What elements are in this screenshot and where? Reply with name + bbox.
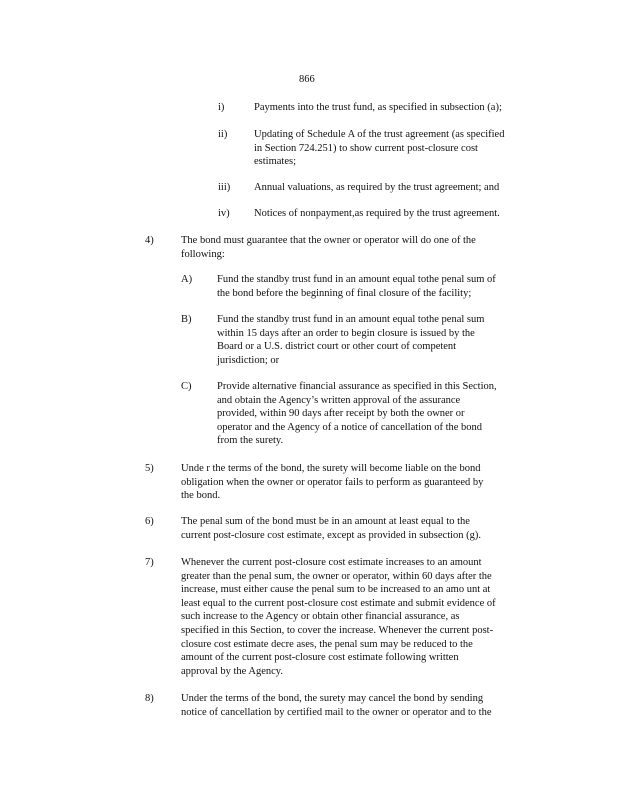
text-line: provided, within 90 days after receipt by both the owner or xyxy=(217,408,465,420)
text-line: Payments into the trust fund, as specified in subsection (a); xyxy=(254,102,502,113)
text-line: The bond must guarantee that the owner or operator will do one of the xyxy=(181,235,476,246)
item-label: 4) xyxy=(145,235,154,246)
text-line: from the surety. xyxy=(217,435,284,447)
text-line: current post-closure cost estimate, except as provided in subsection (g). xyxy=(181,529,482,541)
text-line: and obtain the Agency’s written approval of the assurance xyxy=(217,394,461,406)
text-line: Board or a U.S. district court or other court of competent xyxy=(217,341,457,353)
subitem-text xyxy=(254,101,536,115)
option-text xyxy=(217,380,537,448)
text-line: Notices of nonpayment,as required by the trust agreement. xyxy=(254,208,500,219)
text-line: least equal to the current post-closure cost estimate and submit evidence of xyxy=(181,597,496,609)
item-text xyxy=(181,234,537,261)
text-line: following: xyxy=(181,248,225,260)
item-text xyxy=(181,556,537,678)
item-text xyxy=(181,515,537,542)
item-label: 7) xyxy=(145,557,154,568)
subitem-label: iii) xyxy=(218,182,231,193)
item-label: 6) xyxy=(145,516,154,527)
option-label: B) xyxy=(181,314,192,325)
item-text xyxy=(181,462,537,503)
text-line: Under the terms of the bond, the surety may cancel the bond by sending xyxy=(181,693,484,704)
option-text xyxy=(217,313,537,367)
text-line: Fund the standby trust fund in an amount equal tothe penal sum of xyxy=(217,274,496,285)
text-line: the bond before the beginning of final closure of the facility; xyxy=(217,287,472,299)
subitem-text xyxy=(254,207,536,221)
text-line: increase, must either cause the penal sum to be increased to an amo unt at xyxy=(181,584,491,596)
text-line: Unde r the terms of the bond, the surety will become liable on the bond xyxy=(181,463,481,474)
page-number: 866 xyxy=(299,74,315,85)
text-line: The penal sum of the bond must be in an amount at least equal to the xyxy=(181,516,470,527)
item-text xyxy=(181,692,537,719)
subitem-text xyxy=(254,181,536,195)
subitem-label: i) xyxy=(218,102,225,113)
subitem-label: ii) xyxy=(218,129,228,140)
text-line: Fund the standby trust fund in an amount equal tothe penal sum xyxy=(217,314,485,325)
text-line: such increase to the Agency or obtain other financial assurance, as xyxy=(181,611,460,623)
text-line: obligation when the owner or operator fails to perform as guaranteed by xyxy=(181,476,484,488)
text-line: Updating of Schedule A of the trust agreement (as specified xyxy=(254,129,505,140)
text-line: closure cost estimate decre ases, the penal sum may be reduced to the xyxy=(181,638,473,650)
text-line: the bond. xyxy=(181,490,221,502)
text-line: Annual valuations, as required by the trust agreement; and xyxy=(254,182,500,193)
text-line: amount of the current post-closure cost estimate following written xyxy=(181,652,459,664)
item-label: 5) xyxy=(145,463,154,474)
text-line: jurisdiction; or xyxy=(217,354,280,366)
text-line: in Section 724.251) to show current post-closure cost xyxy=(254,142,478,154)
option-label: C) xyxy=(181,381,192,392)
subitem-text xyxy=(254,128,536,169)
text-line: notice of cancellation by certified mail to the owner or operator and to the xyxy=(181,706,492,718)
text-line: operator and the Agency of a notice of cancellation of the bond xyxy=(217,421,483,433)
item-label: 8) xyxy=(145,693,154,704)
text-line: estimates; xyxy=(254,156,296,168)
option-text xyxy=(217,273,537,300)
text-line: Whenever the current post-closure cost estimate increases to an amount xyxy=(181,557,482,568)
text-line: specified in this Section, to cover the increase. Whenever the current post- xyxy=(181,624,494,636)
option-label: A) xyxy=(181,274,193,285)
text-line: greater than the penal sum, the owner or operator, within 60 days after the xyxy=(181,570,492,582)
subitem-label: iv) xyxy=(218,208,230,219)
text-line: within 15 days after an order to begin closure is issued by the xyxy=(217,327,475,339)
text-line: approval by the Agency. xyxy=(181,665,283,677)
text-line: Provide alternative financial assurance as specified in this Section, xyxy=(217,381,497,392)
